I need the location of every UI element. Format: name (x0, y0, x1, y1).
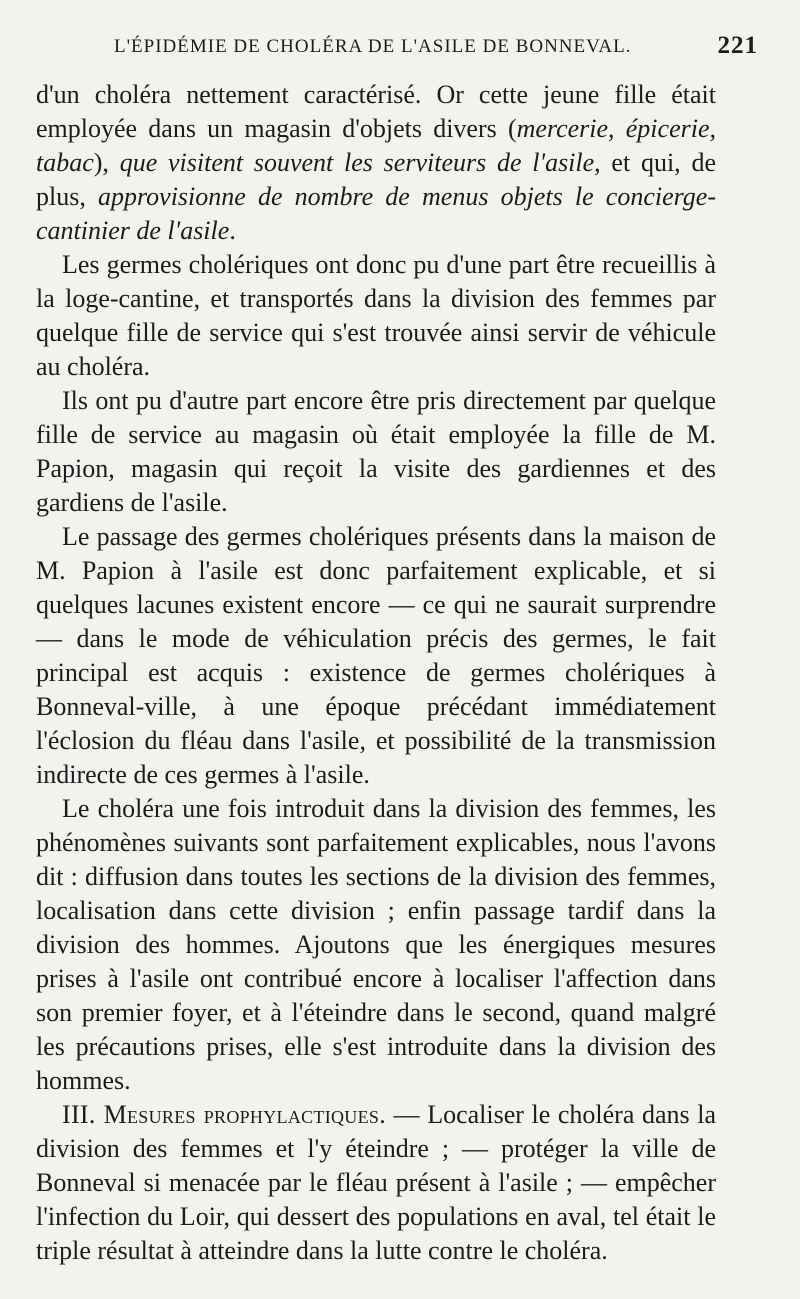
paragraph-6-text: — Localiser le choléra dans la division des femmes et l'y éteindre ; — protéger la ville de Bonneval si menacée par le fléau présent à l'asile ; — empêcher l'infection du Loir, qui dessert des populations en aval, tel était le triple résultat à atteindre dans la lutte contre le choléra. (36, 1100, 716, 1265)
section-heading: III. Mesures prophylactiques. (62, 1100, 387, 1129)
paragraph-1 (36, 78, 716, 248)
paragraph-2: Les germes cholériques ont donc pu d'une part être recueillis à la loge-cantine, et transportés dans la division des femmes par quelque fille de service qui s'est trouvée ainsi servir de véhicule au choléra. (36, 250, 716, 381)
paragraph-1-text-4: . (229, 216, 236, 245)
paragraph-3: Ils ont pu d'autre part encore être pris directement par quelque fille de service au magasin où était employée la fille de M. Papion, magasin qui reçoit la visite des gardiennes et des gardiens de l'asile. (36, 386, 716, 517)
paragraph-1-text-3: , et qui, de plus, (36, 148, 716, 211)
paragraph-6 (36, 1098, 716, 1268)
paragraph-5: Le choléra une fois introduit dans la division des femmes, les phénomènes suivants sont parfaitement explicables, nous l'avons dit : diffusion dans toutes les sections de la division des femmes, localisation dans cette division ; enfin passage tardif dans la division des hommes. Ajoutons que les énergiques mesures prises à l'asile ont contribué encore à localiser l'affection dans son premier foyer, et à l'éteindre dans le second, quand malgré les précautions prises, elle s'est introduite dans la division des hommes. (36, 794, 716, 1095)
page-number: 221 (717, 32, 758, 59)
paragraph-1-italic-visitors: que visitent souvent les serviteurs de l'asile (119, 148, 595, 177)
paragraph-1-italic-supplier: approvisionne de nombre de menus objets le concierge-cantinier de l'asile (36, 182, 716, 245)
paragraph-1-text-2: ), (93, 148, 120, 177)
body-text (36, 78, 716, 1268)
running-head (36, 30, 758, 66)
paragraph-4: Le passage des germes cholériques présents dans la maison de M. Papion à l'asile est donc parfaitement explicable, et si quelques lacunes existent encore — ce qui ne saurait surprendre — dans le mode de véhiculation précis des germes, le fait principal est acquis : existence de germes cholériques à Bonneval-ville, à une époque précédant immédiatement l'éclosion du fléau dans l'asile, et possibilité de la transmission indirecte de ces germes à l'asile. (36, 522, 716, 789)
running-title: L'ÉPIDÉMIE DE CHOLÉRA DE L'ASILE DE BONNEVAL. (114, 36, 632, 57)
paragraph-1-italic-goods: mercerie, épicerie, tabac (36, 114, 716, 177)
paragraph-1-text: d'un choléra nettement caractérisé. Or cette jeune fille était employée dans un magasin d'objets divers ( (36, 80, 716, 143)
